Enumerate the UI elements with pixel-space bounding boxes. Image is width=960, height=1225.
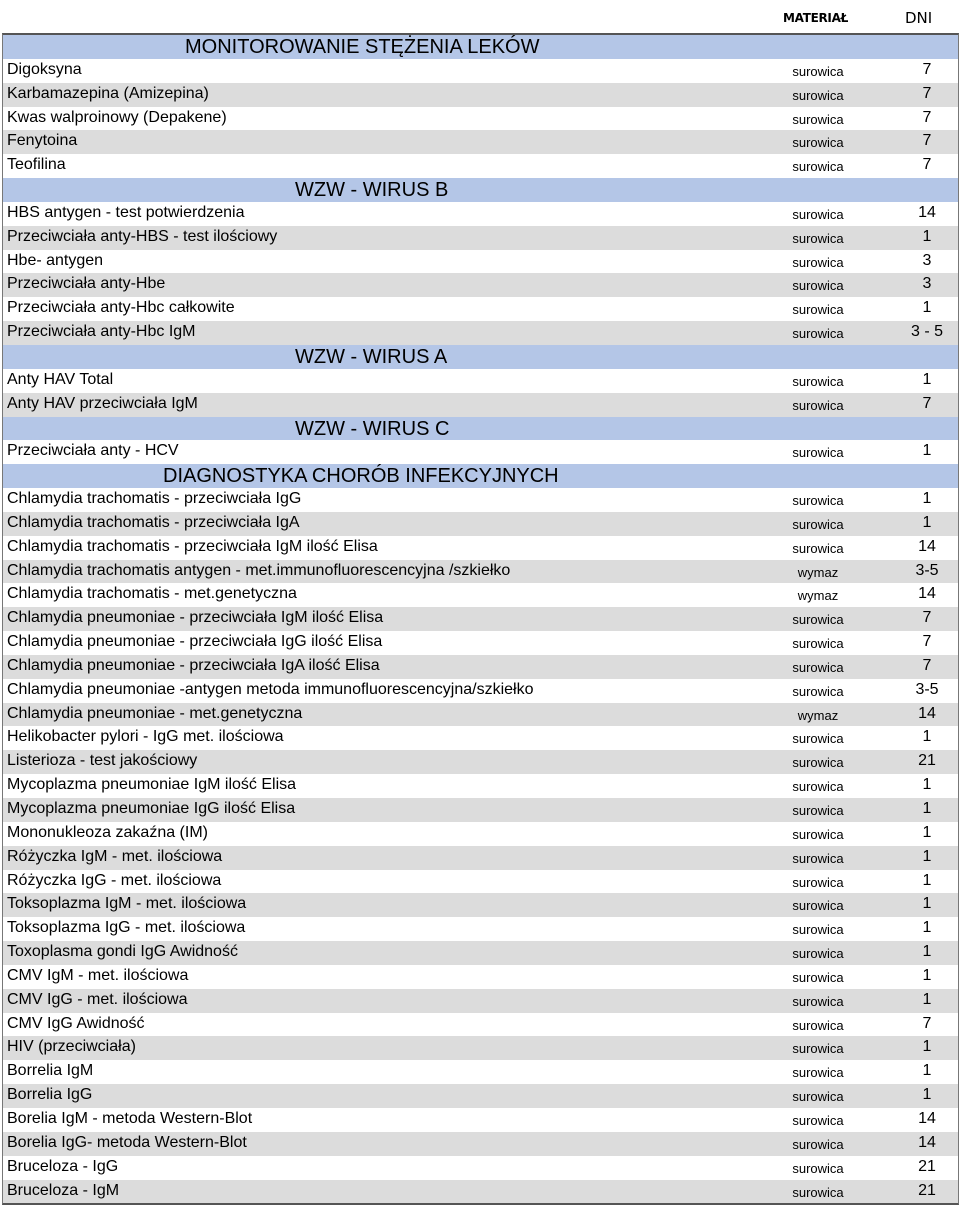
test-name: Borrelia IgG — [7, 1086, 93, 1104]
test-name: Anty HAV przeciwciała IgM — [7, 394, 198, 412]
section-title: MONITOROWANIE STĘŻENIA LEKÓW — [185, 36, 540, 58]
material-cell: surowica — [792, 1017, 844, 1033]
table-row — [3, 798, 958, 822]
test-name: Przeciwciała anty-Hbc IgM — [7, 323, 196, 341]
table-row — [3, 870, 958, 894]
test-name: Helikobacter pylori - IgG met. ilościowa — [7, 728, 284, 746]
table-row — [3, 226, 958, 250]
days-cell: 1 — [922, 728, 932, 746]
days-cell: 21 — [918, 752, 936, 770]
test-name: Przeciwciała anty-HBS - test ilościowy — [7, 227, 278, 245]
test-name: Chlamydia trachomatis - met.genetyczna — [7, 585, 297, 603]
test-name: Chlamydia pneumoniae - met.genetyczna — [7, 704, 303, 722]
days-cell: 7 — [922, 633, 932, 651]
table-row — [3, 1084, 958, 1108]
table-row — [3, 321, 958, 345]
test-name: CMV IgM - met. ilościowa — [7, 966, 189, 984]
test-name: Toksoplazma IgM - met. ilościowa — [7, 895, 247, 913]
material-cell: surowica — [792, 826, 844, 842]
days-cell: 14 — [918, 1133, 936, 1151]
test-name: Bruceloza - IgG — [7, 1157, 119, 1175]
table-row — [3, 750, 958, 774]
days-cell: 7 — [922, 609, 932, 627]
material-cell: surowica — [792, 111, 844, 127]
material-cell: surowica — [792, 1136, 844, 1152]
table-row — [3, 512, 958, 536]
test-name: Toksoplazma IgG - met. ilościowa — [7, 919, 246, 937]
test-name: CMV IgG - met. ilościowa — [7, 990, 188, 1008]
table-row — [3, 1036, 958, 1060]
table-row — [3, 369, 958, 393]
material-cell: wymaz — [797, 707, 839, 723]
days-cell: 1 — [922, 776, 932, 794]
table-row — [3, 679, 958, 703]
table-row — [3, 1156, 958, 1180]
table-row — [3, 107, 958, 131]
section-header-row — [3, 464, 958, 488]
test-name: Różyczka IgM - met. ilościowa — [7, 847, 223, 865]
material-cell: surowica — [792, 516, 844, 532]
test-name: Borelia IgM - metoda Western-Blot — [7, 1109, 253, 1127]
table-row — [3, 560, 958, 584]
test-name: Anty HAV Total — [7, 370, 114, 388]
days-cell: 1 — [922, 919, 932, 937]
table-row — [3, 83, 958, 107]
material-cell: surowica — [792, 755, 844, 771]
material-cell: surowica — [792, 373, 844, 389]
test-name: CMV IgG Awidność — [7, 1014, 145, 1032]
days-cell: 3 - 5 — [910, 323, 944, 341]
test-name: Chlamydia trachomatis - przeciwciała IgM ilość Elisa — [7, 537, 378, 555]
test-name: Przeciwciała anty-Hbc całkowite — [7, 299, 235, 317]
days-cell: 3-5 — [915, 561, 939, 579]
material-cell: surowica — [792, 993, 844, 1009]
test-name: Chlamydia trachomatis antygen - met.immunofluorescencyjna /szkiełko — [7, 561, 511, 579]
material-cell: surowica — [792, 874, 844, 890]
section-title: DIAGNOSTYKA CHORÓB INFEKCYJNYCH — [163, 465, 559, 488]
days-cell: 21 — [918, 1181, 936, 1199]
table-row — [3, 631, 958, 655]
days-cell: 1 — [922, 227, 932, 245]
days-cell: 21 — [918, 1157, 936, 1175]
material-cell: surowica — [792, 135, 844, 151]
days-cell: 1 — [922, 966, 932, 984]
material-cell: surowica — [792, 278, 844, 294]
days-cell: 3 — [922, 275, 932, 293]
days-cell: 7 — [922, 84, 932, 102]
days-cell: 1 — [922, 513, 932, 531]
material-cell: surowica — [792, 159, 844, 175]
table-row — [3, 536, 958, 560]
test-name: Chlamydia pneumoniae -antygen metoda immunofluorescencyjna/szkiełko — [7, 680, 534, 698]
days-cell: 3-5 — [915, 680, 939, 698]
table-row — [3, 989, 958, 1013]
table-row — [3, 297, 958, 321]
test-name: Hbe- antygen — [7, 251, 104, 269]
material-cell: surowica — [792, 445, 844, 461]
days-cell: 1 — [922, 1086, 932, 1104]
material-cell: surowica — [792, 254, 844, 270]
material-cell: wymaz — [797, 588, 839, 604]
section-header-row — [3, 178, 958, 202]
days-cell: 1 — [922, 895, 932, 913]
test-name: Mycoplazma pneumoniae IgG ilość Elisa — [7, 800, 296, 817]
test-name: Chlamydia pneumoniae - przeciwciała IgA ilość Elisa — [7, 656, 380, 674]
test-name: HBS antygen - test potwierdzenia — [7, 203, 245, 221]
test-name: Fenytoina — [7, 132, 78, 150]
days-cell: 1 — [922, 490, 932, 508]
material-cell: surowica — [792, 230, 844, 246]
table-row — [3, 1108, 958, 1132]
material-cell: surowica — [792, 731, 844, 747]
table-row — [3, 59, 958, 83]
table-row — [3, 1013, 958, 1037]
material-cell: surowica — [792, 493, 844, 509]
test-name: Borelia IgG- metoda Western-Blot — [7, 1133, 247, 1151]
days-cell: 14 — [918, 585, 936, 603]
table-row — [3, 583, 958, 607]
test-name: HIV (przeciwciała) — [7, 1038, 136, 1056]
days-cell: 7 — [922, 108, 932, 126]
table-row — [3, 607, 958, 631]
days-cell: 1 — [922, 823, 932, 841]
table-row — [3, 726, 958, 750]
test-name: Kwas walproinowy (Depakene) — [7, 108, 227, 126]
days-cell: 7 — [922, 60, 932, 78]
days-cell: 7 — [922, 394, 932, 412]
days-cell: 1 — [922, 1062, 932, 1080]
material-cell: surowica — [792, 63, 844, 79]
material-cell: surowica — [792, 922, 844, 938]
table-row — [3, 202, 958, 226]
days-cell: 7 — [922, 656, 932, 674]
material-cell: surowica — [792, 1112, 844, 1128]
days-cell: 1 — [922, 370, 932, 388]
days-cell: 7 — [922, 156, 932, 174]
test-name: Chlamydia pneumoniae - przeciwciała IgG ilość Elisa — [7, 633, 383, 651]
days-cell: 1 — [922, 442, 932, 460]
days-cell: 1 — [922, 943, 932, 961]
test-table — [2, 33, 959, 1205]
material-cell: surowica — [792, 850, 844, 866]
table-row — [3, 941, 958, 965]
test-name: Digoksyna — [7, 60, 82, 78]
material-column-header: MATERIAŁ — [783, 11, 848, 25]
test-name: Mononukleoza zakaźna (IM) — [7, 823, 208, 841]
days-cell: 7 — [922, 132, 932, 150]
section-title: WZW - WIRUS C — [295, 417, 450, 440]
table-row — [3, 822, 958, 846]
days-column-header: DNI — [905, 9, 933, 27]
material-cell: surowica — [792, 1041, 844, 1057]
table-row — [3, 1132, 958, 1156]
test-name: Listerioza - test jakościowy — [7, 752, 198, 770]
material-cell: surowica — [792, 683, 844, 699]
test-name: Chlamydia trachomatis - przeciwciała IgG — [7, 490, 302, 508]
material-cell: surowica — [792, 326, 844, 342]
section-header-row — [3, 345, 958, 369]
test-name: Bruceloza - IgM — [7, 1181, 120, 1199]
test-name: Chlamydia trachomatis - przeciwciała IgA — [7, 513, 300, 531]
table-row — [3, 250, 958, 274]
days-cell: 1 — [922, 847, 932, 865]
table-row — [3, 440, 958, 464]
material-cell: surowica — [792, 612, 844, 628]
material-cell: surowica — [792, 969, 844, 985]
days-cell: 1 — [922, 299, 932, 317]
days-cell: 1 — [922, 1038, 932, 1056]
table-row — [3, 893, 958, 917]
material-cell: wymaz — [797, 564, 839, 580]
test-name: Przeciwciała anty-Hbe — [7, 275, 166, 293]
material-cell: surowica — [792, 636, 844, 652]
table-row — [3, 774, 958, 798]
table-row — [3, 393, 958, 417]
test-name: Różyczka IgG - met. ilościowa — [7, 871, 222, 889]
days-cell: 14 — [918, 537, 936, 555]
material-cell: surowica — [792, 659, 844, 675]
days-cell: 14 — [918, 203, 936, 221]
material-cell: surowica — [792, 397, 844, 413]
test-name: Borrelia IgM — [7, 1062, 94, 1080]
table-row — [3, 488, 958, 512]
section-title: WZW - WIRUS B — [295, 179, 449, 202]
table-row — [3, 1060, 958, 1084]
days-cell: 14 — [918, 1109, 936, 1127]
table-row — [3, 917, 958, 941]
days-cell: 1 — [922, 990, 932, 1008]
table-row — [3, 273, 958, 297]
days-cell: 3 — [922, 251, 932, 269]
test-name: Przeciwciała anty - HCV — [7, 442, 179, 460]
material-cell: surowica — [792, 1184, 844, 1200]
days-cell: 14 — [918, 704, 936, 722]
material-cell: surowica — [792, 779, 844, 795]
table-row — [3, 130, 958, 154]
table-row — [3, 1180, 958, 1204]
days-cell: 1 — [922, 871, 932, 889]
table-row — [3, 703, 958, 727]
test-name: Mycoplazma pneumoniae IgM ilość Elisa — [7, 776, 297, 794]
material-cell: surowica — [792, 898, 844, 914]
material-cell: surowica — [792, 206, 844, 222]
table-row — [3, 154, 958, 178]
material-cell: surowica — [792, 540, 844, 556]
test-name: Teofilina — [7, 156, 66, 174]
table-row — [3, 846, 958, 870]
test-name: Toxoplasma gondi IgG Awidność — [7, 943, 238, 961]
material-cell: surowica — [792, 1089, 844, 1105]
days-cell: 1 — [922, 800, 932, 817]
table-row — [3, 655, 958, 679]
material-cell: surowica — [792, 302, 844, 318]
test-name: Karbamazepina (Amizepina) — [7, 84, 209, 102]
material-cell: surowica — [792, 946, 844, 962]
section-header-row — [3, 35, 958, 59]
material-cell: surowica — [792, 87, 844, 103]
material-cell: surowica — [792, 1065, 844, 1081]
material-cell: surowica — [792, 803, 844, 818]
table-row — [3, 965, 958, 989]
days-cell: 7 — [922, 1014, 932, 1032]
section-header-row — [3, 417, 958, 441]
section-title: WZW - WIRUS A — [295, 345, 448, 368]
material-cell: surowica — [792, 1160, 844, 1176]
test-name: Chlamydia pneumoniae - przeciwciała IgM ilość Elisa — [7, 609, 384, 627]
column-header-row — [0, 0, 960, 33]
